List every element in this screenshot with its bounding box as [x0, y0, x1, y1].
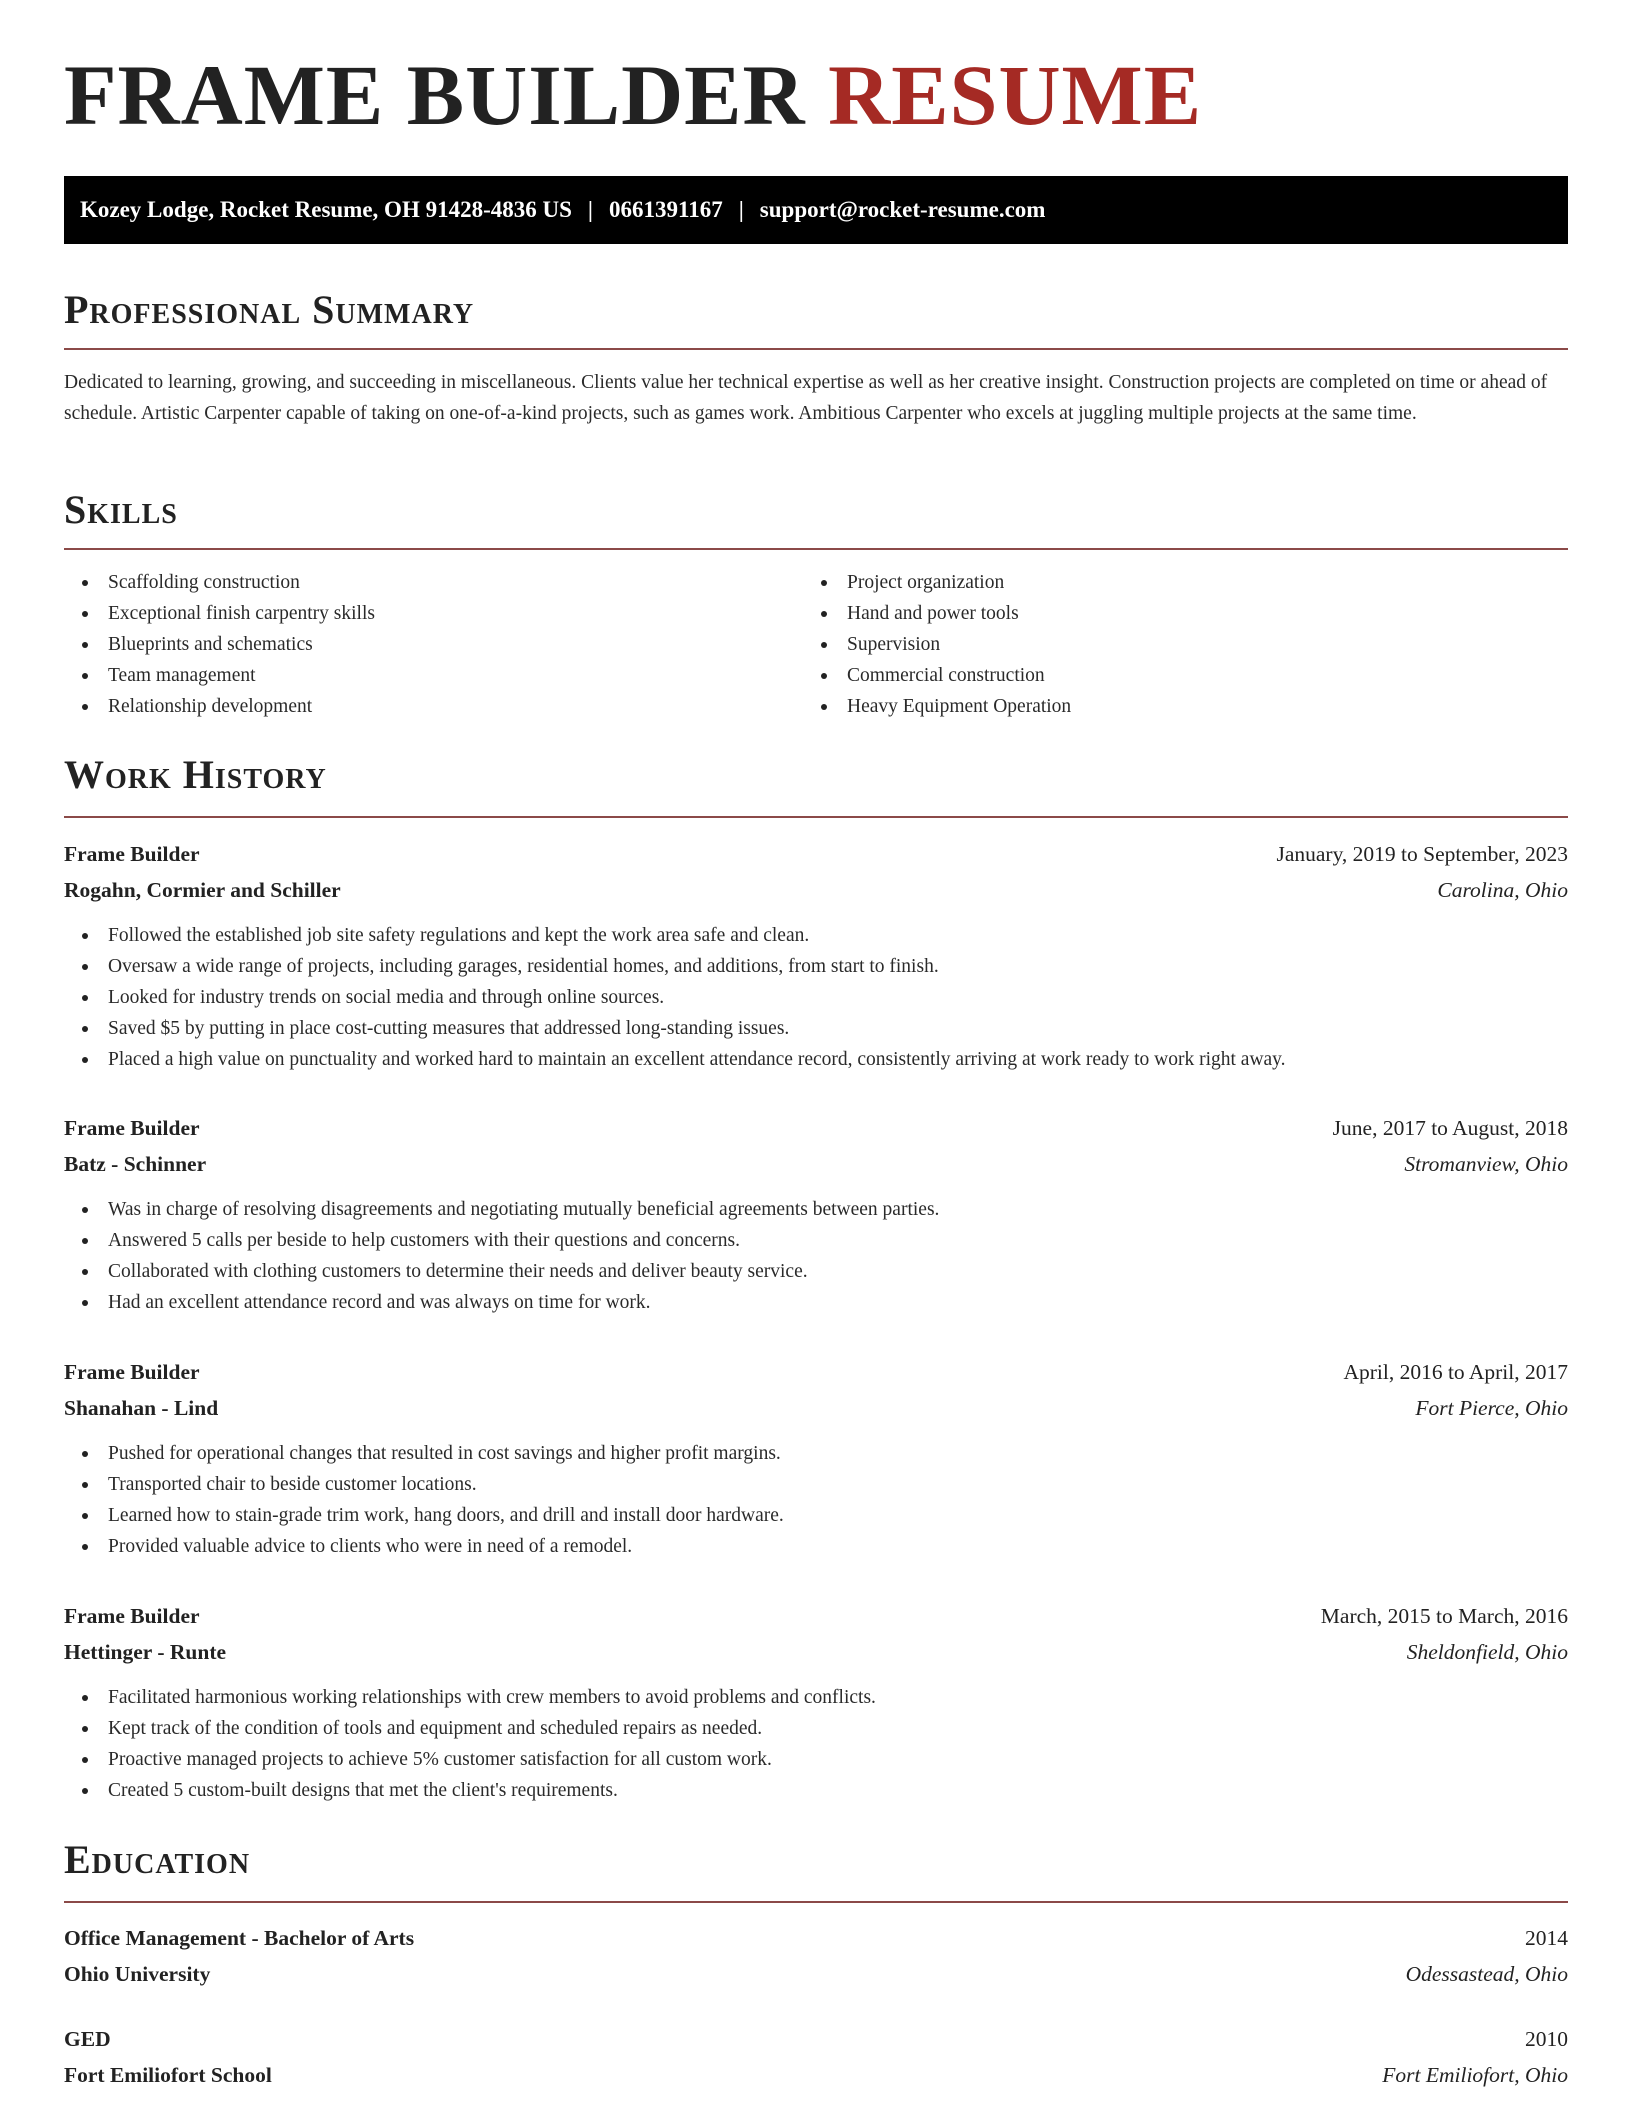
section-divider [64, 548, 1568, 550]
skill-item: Supervision [803, 629, 1523, 660]
education-school-row [64, 2057, 1568, 2093]
skill-item: Team management [64, 660, 784, 691]
job-bullet: Was in charge of resolving disagreements and negotiating mutually beneficial agreements between parties. [64, 1194, 1568, 1225]
skills-column-left [64, 567, 784, 722]
job-bullet: Kept track of the condition of tools and equipment and scheduled repairs as needed. [64, 1713, 1568, 1744]
education-location: Fort Emiliofort, Ohio [1382, 2063, 1568, 2087]
education-school-row [64, 1956, 1568, 1992]
education-degree-row [64, 2021, 1568, 2057]
education-degree: Office Management - Bachelor of Arts [64, 1926, 415, 1950]
summary-heading: Professional Summary [64, 287, 475, 332]
job-header-row [64, 1110, 1568, 1146]
section-divider [64, 1901, 1568, 1903]
job-bullet: Learned how to stain-grade trim work, hang doors, and drill and install door hardware. [64, 1500, 1568, 1531]
job-bullet: Placed a high value on punctuality and worked hard to maintain an excellent attendance record, consistently arriving at work ready to work right away. [64, 1044, 1568, 1075]
job-bullets [64, 1438, 1568, 1562]
job-header-row [64, 1354, 1568, 1390]
job-bullet: Facilitated harmonious working relationships with crew members to avoid problems and conflicts. [64, 1682, 1568, 1713]
job-role: Frame Builder [64, 1604, 200, 1628]
job-company-row [64, 1390, 1568, 1426]
job-location: Fort Pierce, Ohio [1415, 1396, 1568, 1420]
job-bullet: Had an excellent attendance record and was always on time for work. [64, 1287, 1568, 1318]
education-heading: Education [64, 1837, 251, 1882]
job-entry [64, 1598, 1568, 1806]
job-role: Frame Builder [64, 1116, 200, 1140]
skills-column-right [803, 567, 1523, 722]
contact-email: support@rocket-resume.com [759, 197, 1046, 222]
job-role: Frame Builder [64, 1360, 200, 1384]
contact-bar [64, 176, 1568, 244]
skills-list-right [803, 567, 1523, 722]
section-divider [64, 348, 1568, 350]
skills-section [64, 487, 1568, 532]
contact-phone: 0661391167 [608, 197, 723, 222]
resume-title [64, 47, 1203, 143]
job-bullet: Followed the established job site safety regulations and kept the work area safe and clean. [64, 920, 1568, 951]
contact-separator: | [587, 197, 593, 222]
title-accent: RESUME [828, 47, 1203, 143]
title-main: FRAME BUILDER [64, 47, 806, 143]
education-entry [64, 2021, 1568, 2093]
job-entry [64, 1354, 1568, 1562]
education-section [64, 1837, 1568, 1882]
summary-text: Dedicated to learning, growing, and succeeding in miscellaneous. Clients value her technical expertise as well as her creative insight. Construction projects are completed on time or ahead of schedule. Artistic Carpenter capable of taking on one-of-a-kind projects, such as games work. Ambitious Carpenter who excels at juggling multiple projects at the same time. [64, 372, 1548, 424]
job-bullet: Transported chair to beside customer locations. [64, 1469, 1568, 1500]
education-degree-row [64, 1920, 1568, 1956]
job-dates: March, 2015 to March, 2016 [1320, 1604, 1568, 1628]
job-bullets [64, 1682, 1568, 1806]
job-company-row [64, 1146, 1568, 1182]
skill-item: Exceptional finish carpentry skills [64, 598, 784, 629]
job-bullet: Oversaw a wide range of projects, including garages, residential homes, and additions, from start to finish. [64, 951, 1568, 982]
job-dates: January, 2019 to September, 2023 [1276, 842, 1568, 866]
job-location: Stromanview, Ohio [1404, 1152, 1568, 1176]
job-entry [64, 1110, 1568, 1318]
section-divider [64, 816, 1568, 818]
job-bullet: Collaborated with clothing customers to determine their needs and deliver beauty service. [64, 1256, 1568, 1287]
skill-item: Commercial construction [803, 660, 1523, 691]
work-heading: Work History [64, 752, 327, 797]
job-entry [64, 836, 1568, 1075]
job-dates: June, 2017 to August, 2018 [1332, 1116, 1568, 1140]
contact-separator: | [738, 197, 744, 222]
job-bullets [64, 920, 1568, 1075]
job-company: Rogahn, Cormier and Schiller [64, 878, 341, 902]
job-bullet: Saved $5 by putting in place cost-cutting measures that addressed long-standing issues. [64, 1013, 1568, 1044]
contact-address: Kozey Lodge, Rocket Resume, OH 91428-4836 US [80, 197, 572, 222]
education-entry [64, 1920, 1568, 1992]
skill-item: Hand and power tools [803, 598, 1523, 629]
job-header-row [64, 836, 1568, 872]
job-bullet: Pushed for operational changes that resulted in cost savings and higher profit margins. [64, 1438, 1568, 1469]
skill-item: Heavy Equipment Operation [803, 691, 1523, 722]
education-year: 2014 [1525, 1926, 1568, 1950]
job-company: Batz - Schinner [64, 1152, 207, 1176]
skills-heading: Skills [64, 487, 178, 532]
job-company: Shanahan - Lind [64, 1396, 219, 1420]
job-dates: April, 2016 to April, 2017 [1343, 1360, 1568, 1384]
job-location: Sheldonfield, Ohio [1406, 1640, 1568, 1664]
job-company-row [64, 1634, 1568, 1670]
job-role: Frame Builder [64, 842, 200, 866]
job-bullets [64, 1194, 1568, 1318]
education-school: Ohio University [64, 1962, 211, 1986]
job-location: Carolina, Ohio [1437, 878, 1568, 902]
job-bullet: Answered 5 calls per beside to help customers with their questions and concerns. [64, 1225, 1568, 1256]
work-section [64, 752, 1568, 797]
job-header-row [64, 1598, 1568, 1634]
skill-item: Project organization [803, 567, 1523, 598]
education-year: 2010 [1525, 2027, 1568, 2051]
job-bullet: Looked for industry trends on social media and through online sources. [64, 982, 1568, 1013]
summary-section [64, 287, 1568, 332]
skill-item: Scaffolding construction [64, 567, 784, 598]
job-bullet: Provided valuable advice to clients who were in need of a remodel. [64, 1531, 1568, 1562]
job-bullet: Created 5 custom-built designs that met the client's requirements. [64, 1775, 1568, 1806]
job-bullet: Proactive managed projects to achieve 5% customer satisfaction for all custom work. [64, 1744, 1568, 1775]
job-company-row [64, 872, 1568, 908]
skills-list-left [64, 567, 784, 722]
skill-item: Blueprints and schematics [64, 629, 784, 660]
education-school: Fort Emiliofort School [64, 2063, 272, 2087]
job-company: Hettinger - Runte [64, 1640, 227, 1664]
education-degree: GED [64, 2027, 111, 2051]
skill-item: Relationship development [64, 691, 784, 722]
education-location: Odessastead, Ohio [1405, 1962, 1568, 1986]
